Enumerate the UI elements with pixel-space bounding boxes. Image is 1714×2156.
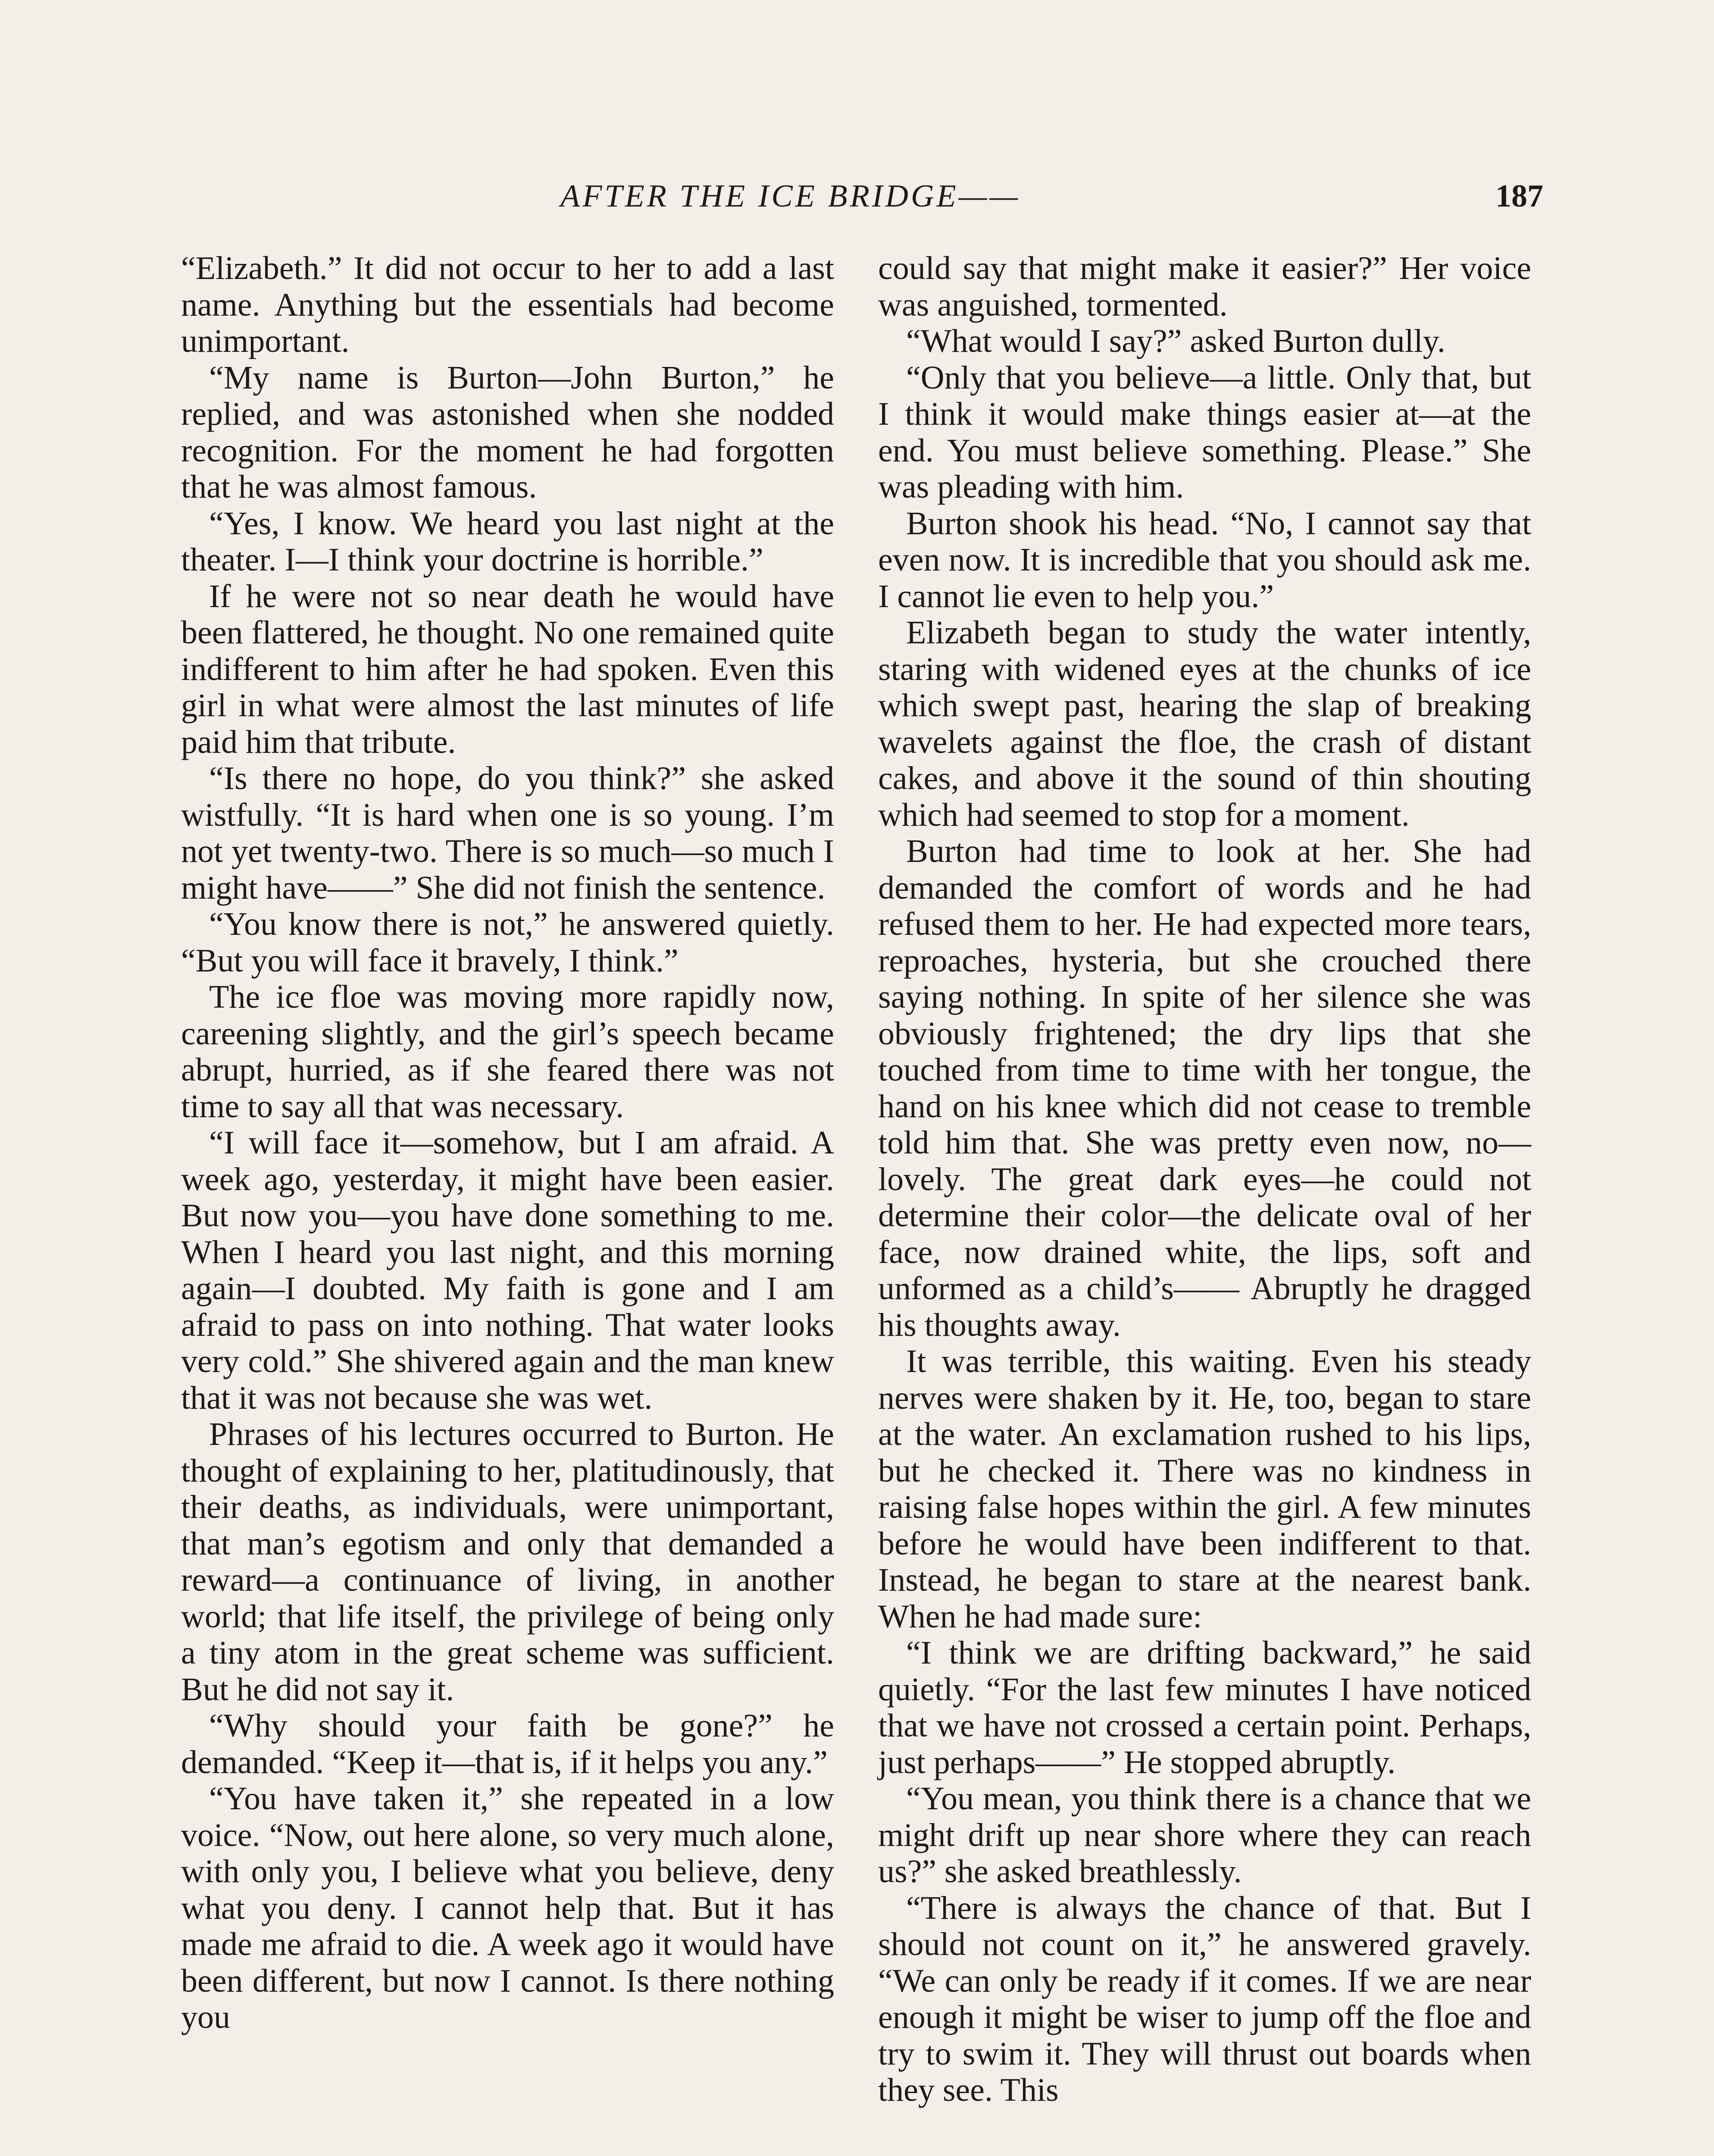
paragraph: “There is always the chance of that. But I should not count on it,” he answered gravely. “We can only be ready if it comes. If we are near enough it might be wiser to jump off the floe and try to swim it. They will thrust out boards when they see. This xyxy=(878,1890,1531,2108)
paragraph: “What would I say?” asked Burton dully. xyxy=(906,323,1445,359)
paragraph: Burton had time to look at her. She had demanded the comfort of words and he had refused them to her. He had expected more tears, reproaches, hysteria, but she crouched there saying nothing. In spite of her silence she was obviously frightened; the dry lips that she touched from time to time with her tongue, the hand on his knee which did not cease to tremble told him that. She was pretty even now, no—lovely. The great dark eyes—he could not determine their color—the delicate oval of her face, now drained white, the lips, soft and unformed as a child’s—— Abruptly he dragged his thoughts away. xyxy=(878,833,1531,1343)
running-title: AFTER THE ICE BRIDGE—— xyxy=(560,179,1021,214)
paragraph: “My name is Burton—John Burton,” he replied, and was astonished when she nodded recognition. For the moment he had forgotten that he was almost famous. xyxy=(181,359,834,505)
paragraph: “You mean, you think there is a chance that we might drift up near shore where they can reach us?” she asked breathlessly. xyxy=(878,1780,1531,1890)
right-column xyxy=(878,250,1531,2109)
paragraph: Phrases of his lectures occurred to Burton. He thought of explaining to her, platitudinously, that their deaths, as individuals, were unimportant, that man’s egotism and only that demanded a reward—a continuance of living, in another world; that life itself, the privilege of being only a tiny atom in the great scheme was sufficient. But he did not say it. xyxy=(181,1416,834,1708)
left-column xyxy=(181,250,834,2036)
paragraph: It was terrible, this waiting. Even his steady nerves were shaken by it. He, too, began to stare at the water. An exclamation rushed to his lips, but he checked it. There was no kindness in raising false hopes within the girl. A few minutes before he would have been indifferent to that. Instead, he began to stare at the nearest bank. When he had made sure: xyxy=(878,1343,1531,1635)
running-head xyxy=(560,172,1543,224)
paragraph: “I will face it—somehow, but I am afraid. A week ago, yesterday, it might have been easier. But now you—you have done something to me. When I heard you last night, and this morning again—I doubted. My faith is gone and I am afraid to pass on into nothing. That water looks very cold.” She shivered again and the man knew that it was not because she was wet. xyxy=(181,1125,834,1416)
paragraph: Burton shook his head. “No, I cannot say that even now. It is incredible that you should ask me. I cannot lie even to help you.” xyxy=(878,505,1531,614)
paragraph: “Is there no hope, do you think?” she asked wistfully. “It is hard when one is so young. I’m not yet twenty-two. There is so much—so much I might have——” She did not finish the sentence. xyxy=(181,760,834,906)
paragraph: “Only that you believe—a little. Only that, but I think it would make things easier at—at the end. You must believe something. Please.” She was pleading with him. xyxy=(878,359,1531,505)
paragraph: “Elizabeth.” It did not occur to her to add a last name. Anything but the essentials had become unimportant. xyxy=(181,250,834,359)
paragraph: “You know there is not,” he answered quietly. “But you will face it bravely, I think.” xyxy=(181,906,834,979)
paragraph: “Why should your faith be gone?” he demanded. “Keep it—that is, if it helps you any.” xyxy=(181,1708,834,1780)
paragraph: “You have taken it,” she repeated in a low voice. “Now, out here alone, so very much alone, with only you, I believe what you believe, deny what you deny. I cannot help that. But it has made me afraid to die. A week ago it would have been different, but now I cannot. Is there nothing you xyxy=(181,1780,834,2035)
paragraph: could say that might make it easier?” Her voice was anguished, tormented. xyxy=(878,250,1531,323)
paragraph: “I think we are drifting backward,” he said quietly. “For the last few minutes I have noticed that we have not crossed a certain point. Perhaps, just perhaps——” He stopped abruptly. xyxy=(878,1635,1531,1780)
paragraph: If he were not so near death he would have been flattered, he thought. No one remained quite indifferent to him after he had spoken. Even this girl in what were almost the last minutes of life paid him that tribute. xyxy=(181,578,834,760)
paragraph: The ice floe was moving more rapidly now, careening slightly, and the girl’s speech became abrupt, hurried, as if she feared there was not time to say all that was necessary. xyxy=(181,979,834,1125)
paragraph: “Yes, I know. We heard you last night at the theater. I—I think your doctrine is horrible.” xyxy=(181,505,834,578)
paragraph: Elizabeth began to study the water intently, staring with widened eyes at the chunks of ice which swept past, hearing the slap of breaking wavelets against the floe, the crash of distant cakes, and above it the sound of thin shouting which had seemed to stop for a moment. xyxy=(878,614,1531,833)
page-number: 187 xyxy=(1495,179,1543,214)
